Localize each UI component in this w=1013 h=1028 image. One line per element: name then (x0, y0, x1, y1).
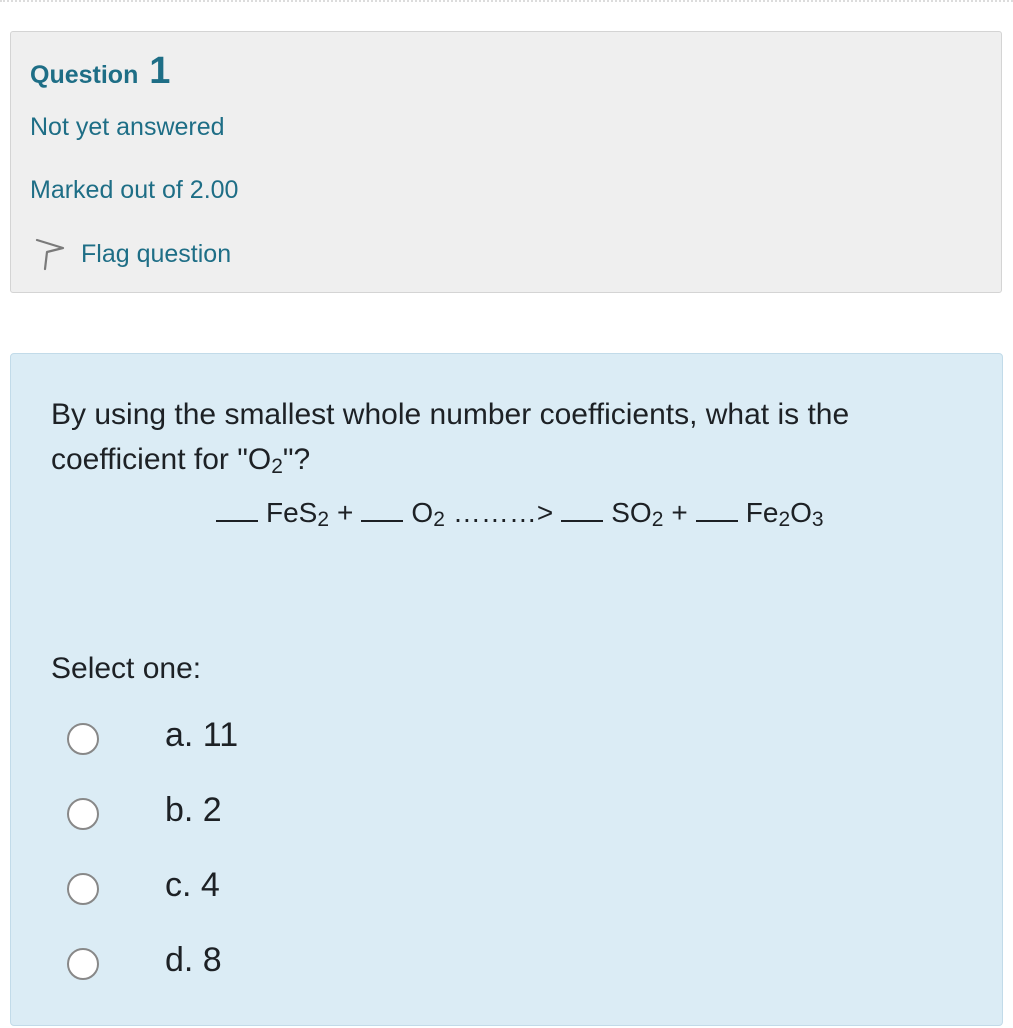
prompt-text-1: By using the smallest whole number coefficients, what is the coefficient for "O (51, 398, 850, 476)
plus-sign-1: + (337, 497, 354, 528)
blank-coefficient-4 (696, 498, 738, 522)
answer-option-a[interactable] (67, 709, 238, 784)
question-label: Question (30, 61, 139, 89)
term-o: O (790, 497, 812, 528)
radio-unchecked-icon[interactable] (67, 723, 99, 755)
term-so2: SO (611, 497, 652, 528)
question-grade: Marked out of 2.00 (30, 176, 239, 204)
term-so2-sub: 2 (651, 508, 664, 531)
term-fe: Fe (745, 497, 779, 528)
answer-option-d[interactable] (67, 934, 238, 1009)
question-state: Not yet answered (30, 113, 225, 141)
prompt-subscript: 2 (271, 455, 283, 478)
question-content-panel (10, 353, 1003, 1026)
question-info-panel (10, 31, 1002, 293)
question-heading (30, 50, 170, 93)
chemical-equation (216, 497, 824, 529)
term-o2-sub: 2 (433, 508, 445, 531)
term-fes-sub: 2 (317, 508, 330, 531)
blank-coefficient-2 (361, 498, 403, 522)
term-o2: O (411, 497, 434, 528)
flag-icon (33, 237, 67, 271)
term-o-sub: 3 (811, 508, 824, 531)
term-fe-sub: 2 (778, 508, 791, 531)
question-prompt (51, 392, 931, 482)
term-fes: FeS (266, 497, 318, 528)
answer-option-label[interactable]: b. 2 (165, 791, 222, 829)
reaction-arrow: ………> (452, 497, 554, 528)
flag-question-button[interactable] (33, 234, 231, 274)
question-number: 1 (149, 50, 171, 92)
plus-sign-2: + (671, 497, 688, 528)
answer-option-b[interactable] (67, 784, 238, 859)
select-one-prompt: Select one: (51, 652, 202, 685)
answer-option-label[interactable]: c. 4 (165, 866, 220, 904)
top-divider (0, 0, 1013, 6)
blank-coefficient-1 (216, 498, 258, 522)
blank-coefficient-3 (561, 498, 603, 522)
answer-options (67, 709, 238, 1009)
answer-option-label[interactable]: d. 8 (165, 941, 222, 979)
answer-option-c[interactable] (67, 859, 238, 934)
flag-question-label: Flag question (81, 239, 232, 268)
answer-option-label[interactable]: a. 11 (165, 716, 239, 754)
prompt-text-2: "? (282, 443, 311, 476)
radio-unchecked-icon[interactable] (67, 948, 99, 980)
radio-unchecked-icon[interactable] (67, 798, 99, 830)
radio-unchecked-icon[interactable] (67, 873, 99, 905)
